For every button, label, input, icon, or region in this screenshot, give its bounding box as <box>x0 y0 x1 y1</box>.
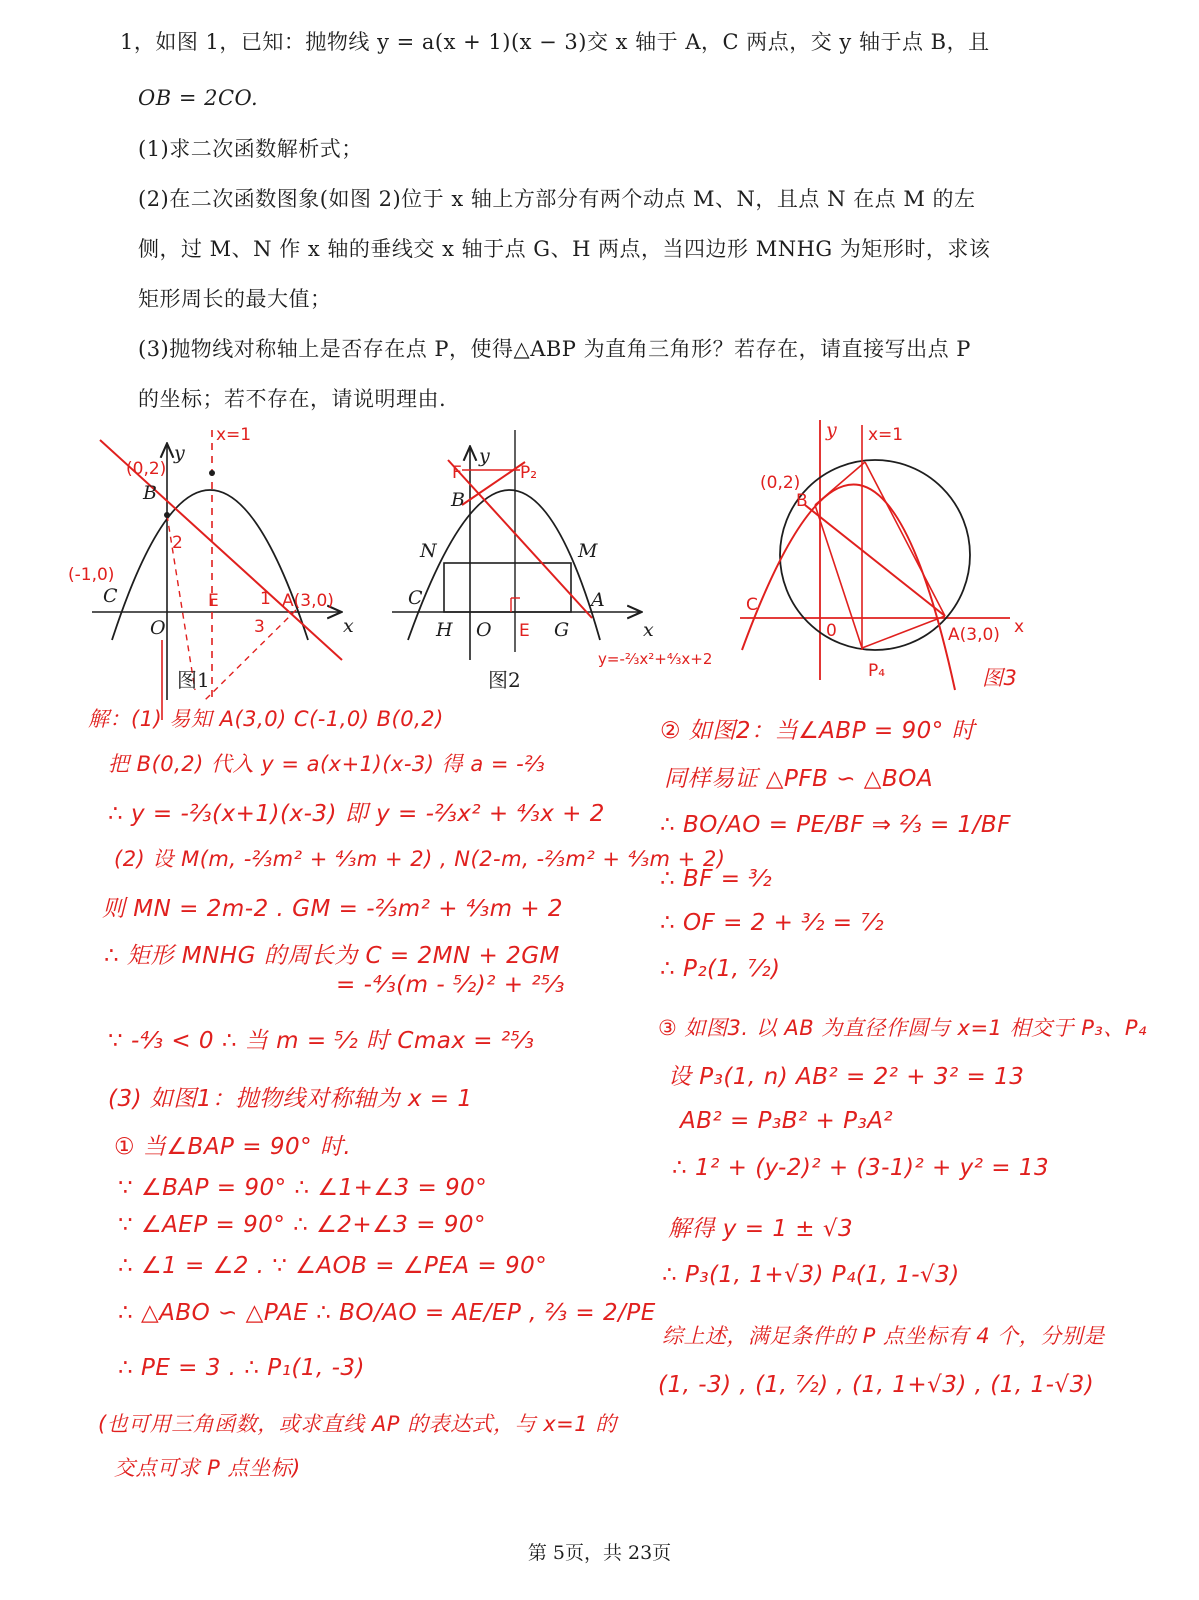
fig1-label-A: A(3,0) <box>282 591 334 611</box>
fig2-label-N: N <box>420 540 437 562</box>
question-2-line-2: 侧，过 M、N 作 x 轴的垂线交 x 轴于点 G、H 两点，当四边形 MNHG 为矩形时，求该 <box>138 237 991 261</box>
fig1-label-angle-1: 1 <box>260 589 271 609</box>
fig2-label-B: B <box>451 489 465 511</box>
fig3-label-x: x <box>1014 617 1025 637</box>
fig3-label-O: 0 <box>826 621 837 641</box>
fig3-line-ba <box>805 505 945 616</box>
sol-right-line-1: ② 如图2：当∠ABP = 90° 时 <box>660 718 976 744</box>
fig2-label-G: G <box>554 619 570 641</box>
sol-left-line-16: (也可用三角函数，或求直线 AP 的表达式，与 x=1 的 <box>98 1412 617 1436</box>
sol-right-line-12: ∴ P₃(1, 1+√3) P₄(1, 1-√3) <box>662 1262 960 1288</box>
fig2-label-A: A <box>591 589 605 611</box>
sol-left-line-3: ∴ y = -⅔(x+1)(x-3) 即 y = -⅔x² + ⁴⁄₃x + 2 <box>108 801 605 827</box>
question-3-line-2: 的坐标；若不存在，请说明理由. <box>138 387 447 411</box>
sol-left-line-11: ∵ ∠BAP = 90° ∴ ∠1+∠3 = 90° <box>118 1175 488 1201</box>
sol-right-line-11: 解得 y = 1 ± √3 <box>668 1216 854 1242</box>
sol-left-line-7: = -⁴⁄₃(m - ⁵⁄₂)² + ²⁵⁄₃ <box>336 972 565 998</box>
sol-left-line-1: 解：(1) 易知 A(3,0) C(-1,0) B(0,2) <box>88 707 444 731</box>
fig2-label-E: E <box>519 621 530 641</box>
sol-left-line-4: (2) 设 M(m, -⅔m² + ⁴⁄₃m + 2) , N(2-m, -⅔m² + ⁴⁄₃m + 2) <box>114 847 726 871</box>
fig3-circle <box>780 460 970 650</box>
fig2-label-M: M <box>578 540 598 562</box>
sol-left-line-5: 则 MN = 2m-2 . GM = -⅔m² + ⁴⁄₃m + 2 <box>102 896 564 922</box>
fig3-parabola <box>742 484 955 690</box>
fig1-label-O: O <box>150 617 166 639</box>
sol-left-line-17: 交点可求 P 点坐标) <box>114 1456 301 1480</box>
figure-1-caption: 图1 <box>177 668 210 692</box>
fig1-label-E: E <box>208 591 219 611</box>
page-footer: 第 5页，共 23页 <box>527 1542 672 1564</box>
fig1-label-angle-2: 2 <box>172 533 183 553</box>
fig2-label-x: x <box>643 619 654 641</box>
sol-right-line-13: 综上述，满足条件的 P 点坐标有 4 个，分别是 <box>662 1324 1105 1348</box>
sol-left-line-8: ∵ -⁴⁄₃ < 0 ∴ 当 m = ⁵⁄₂ 时 Cmax = ²⁵⁄₃ <box>108 1028 535 1054</box>
fig1-label-c-coord: (-1,0) <box>68 565 115 585</box>
sol-right-line-10: ∴ 1² + (y-2)² + (3-1)² + y² = 13 <box>672 1155 1050 1181</box>
question-1: (1)求二次函数解析式； <box>138 137 363 161</box>
fig2-label-F: F <box>452 463 462 483</box>
question-3-line-1: (3)抛物线对称轴上是否存在点 P，使得△ABP 为直角三角形？若存在，请直接写出点 P <box>138 337 971 361</box>
fig2-label-C: C <box>408 587 423 609</box>
sol-left-line-14: ∴ △ABO ∽ △PAE ∴ BO/AO = AE/EP , ⅔ = 2/PE <box>118 1300 656 1326</box>
fig2-label-O: O <box>476 619 492 641</box>
figure-2-caption: 图2 <box>488 668 521 692</box>
sol-left-line-6: ∴ 矩形 MNHG 的周长为 C = 2MN + 2GM <box>104 943 560 969</box>
sol-right-line-2: 同样易证 △PFB ∽ △BOA <box>664 766 934 792</box>
sol-left-line-12: ∵ ∠AEP = 90° ∴ ∠2+∠3 = 90° <box>118 1212 487 1238</box>
fig1-label-B: B <box>143 482 157 504</box>
fig3-label-y: y <box>826 419 837 441</box>
fig1-label-angle-3: 3 <box>254 617 265 637</box>
fig2-label-H: H <box>436 619 453 641</box>
sol-right-line-6: ∴ P₂(1, ⁷⁄₂) <box>660 956 781 982</box>
fig1-label-x: x <box>343 615 354 637</box>
sol-left-line-15: ∴ PE = 3 . ∴ P₁(1, -3) <box>118 1355 365 1381</box>
sol-left-line-10: ① 当∠BAP = 90° 时. <box>114 1134 352 1160</box>
fig3-label-b-coord: (0,2) <box>760 473 801 493</box>
fig3-label-A: A(3,0) <box>948 625 1000 645</box>
sol-right-line-3: ∴ BO/AO = PE/BF ⇒ ⅔ = 1/BF <box>660 812 1011 838</box>
sol-left-line-13: ∴ ∠1 = ∠2 . ∵ ∠AOB = ∠PEA = 90° <box>118 1253 548 1279</box>
fig1-label-y: y <box>174 442 185 464</box>
sol-right-line-8: 设 P₃(1, n) AB² = 2² + 3² = 13 <box>668 1064 1025 1090</box>
fig1-label-b-coord: (0,2) <box>126 459 167 479</box>
fig3-label-C: C <box>746 595 758 615</box>
fig3-label-x1: x=1 <box>868 425 904 445</box>
sol-right-line-4: ∴ BF = ³⁄₂ <box>660 866 773 892</box>
fig3-label-P4: P₄ <box>868 661 886 681</box>
fig3-label-B: B <box>796 491 808 511</box>
sol-left-line-9: (3) 如图1：抛物线对称轴为 x = 1 <box>108 1086 473 1112</box>
sol-right-line-5: ∴ OF = 2 + ³⁄₂ = ⁷⁄₂ <box>660 910 885 936</box>
sol-left-line-2: 把 B(0,2) 代入 y = a(x+1)(x-3) 得 a = -⅔ <box>108 752 546 776</box>
problem-line-2: OB = 2CO. <box>138 86 259 110</box>
fig2-label-equation: y=-⅔x²+⁴⁄₃x+2 <box>598 650 713 668</box>
question-2-line-3: 矩形周长的最大值； <box>138 287 332 311</box>
figure-3-caption: 图3 <box>982 666 1018 690</box>
sol-right-line-7: ③ 如图3. 以 AB 为直径作圆与 x=1 相交于 P₃、P₄ <box>658 1016 1147 1040</box>
question-2-line-1: (2)在二次函数图象(如图 2)位于 x 轴上方部分有两个动点 M、N，且点 N 在点 M 的左 <box>138 187 976 211</box>
sol-right-line-14: (1, -3) , (1, ⁷⁄₂) , (1, 1+√3) , (1, 1-√3) <box>658 1372 1095 1398</box>
fig1-label-x1: x=1 <box>216 425 252 445</box>
fig2-label-y: y <box>479 445 490 467</box>
fig2-label-P2: P₂ <box>520 463 538 483</box>
problem-line-1: 1，如图 1，已知：抛物线 y = a(x + 1)(x − 3)交 x 轴于 A，C 两点，交 y 轴于点 B，且 <box>120 30 990 54</box>
fig1-label-C: C <box>103 585 118 607</box>
sol-right-line-9: AB² = P₃B² + P₃A² <box>680 1108 894 1134</box>
